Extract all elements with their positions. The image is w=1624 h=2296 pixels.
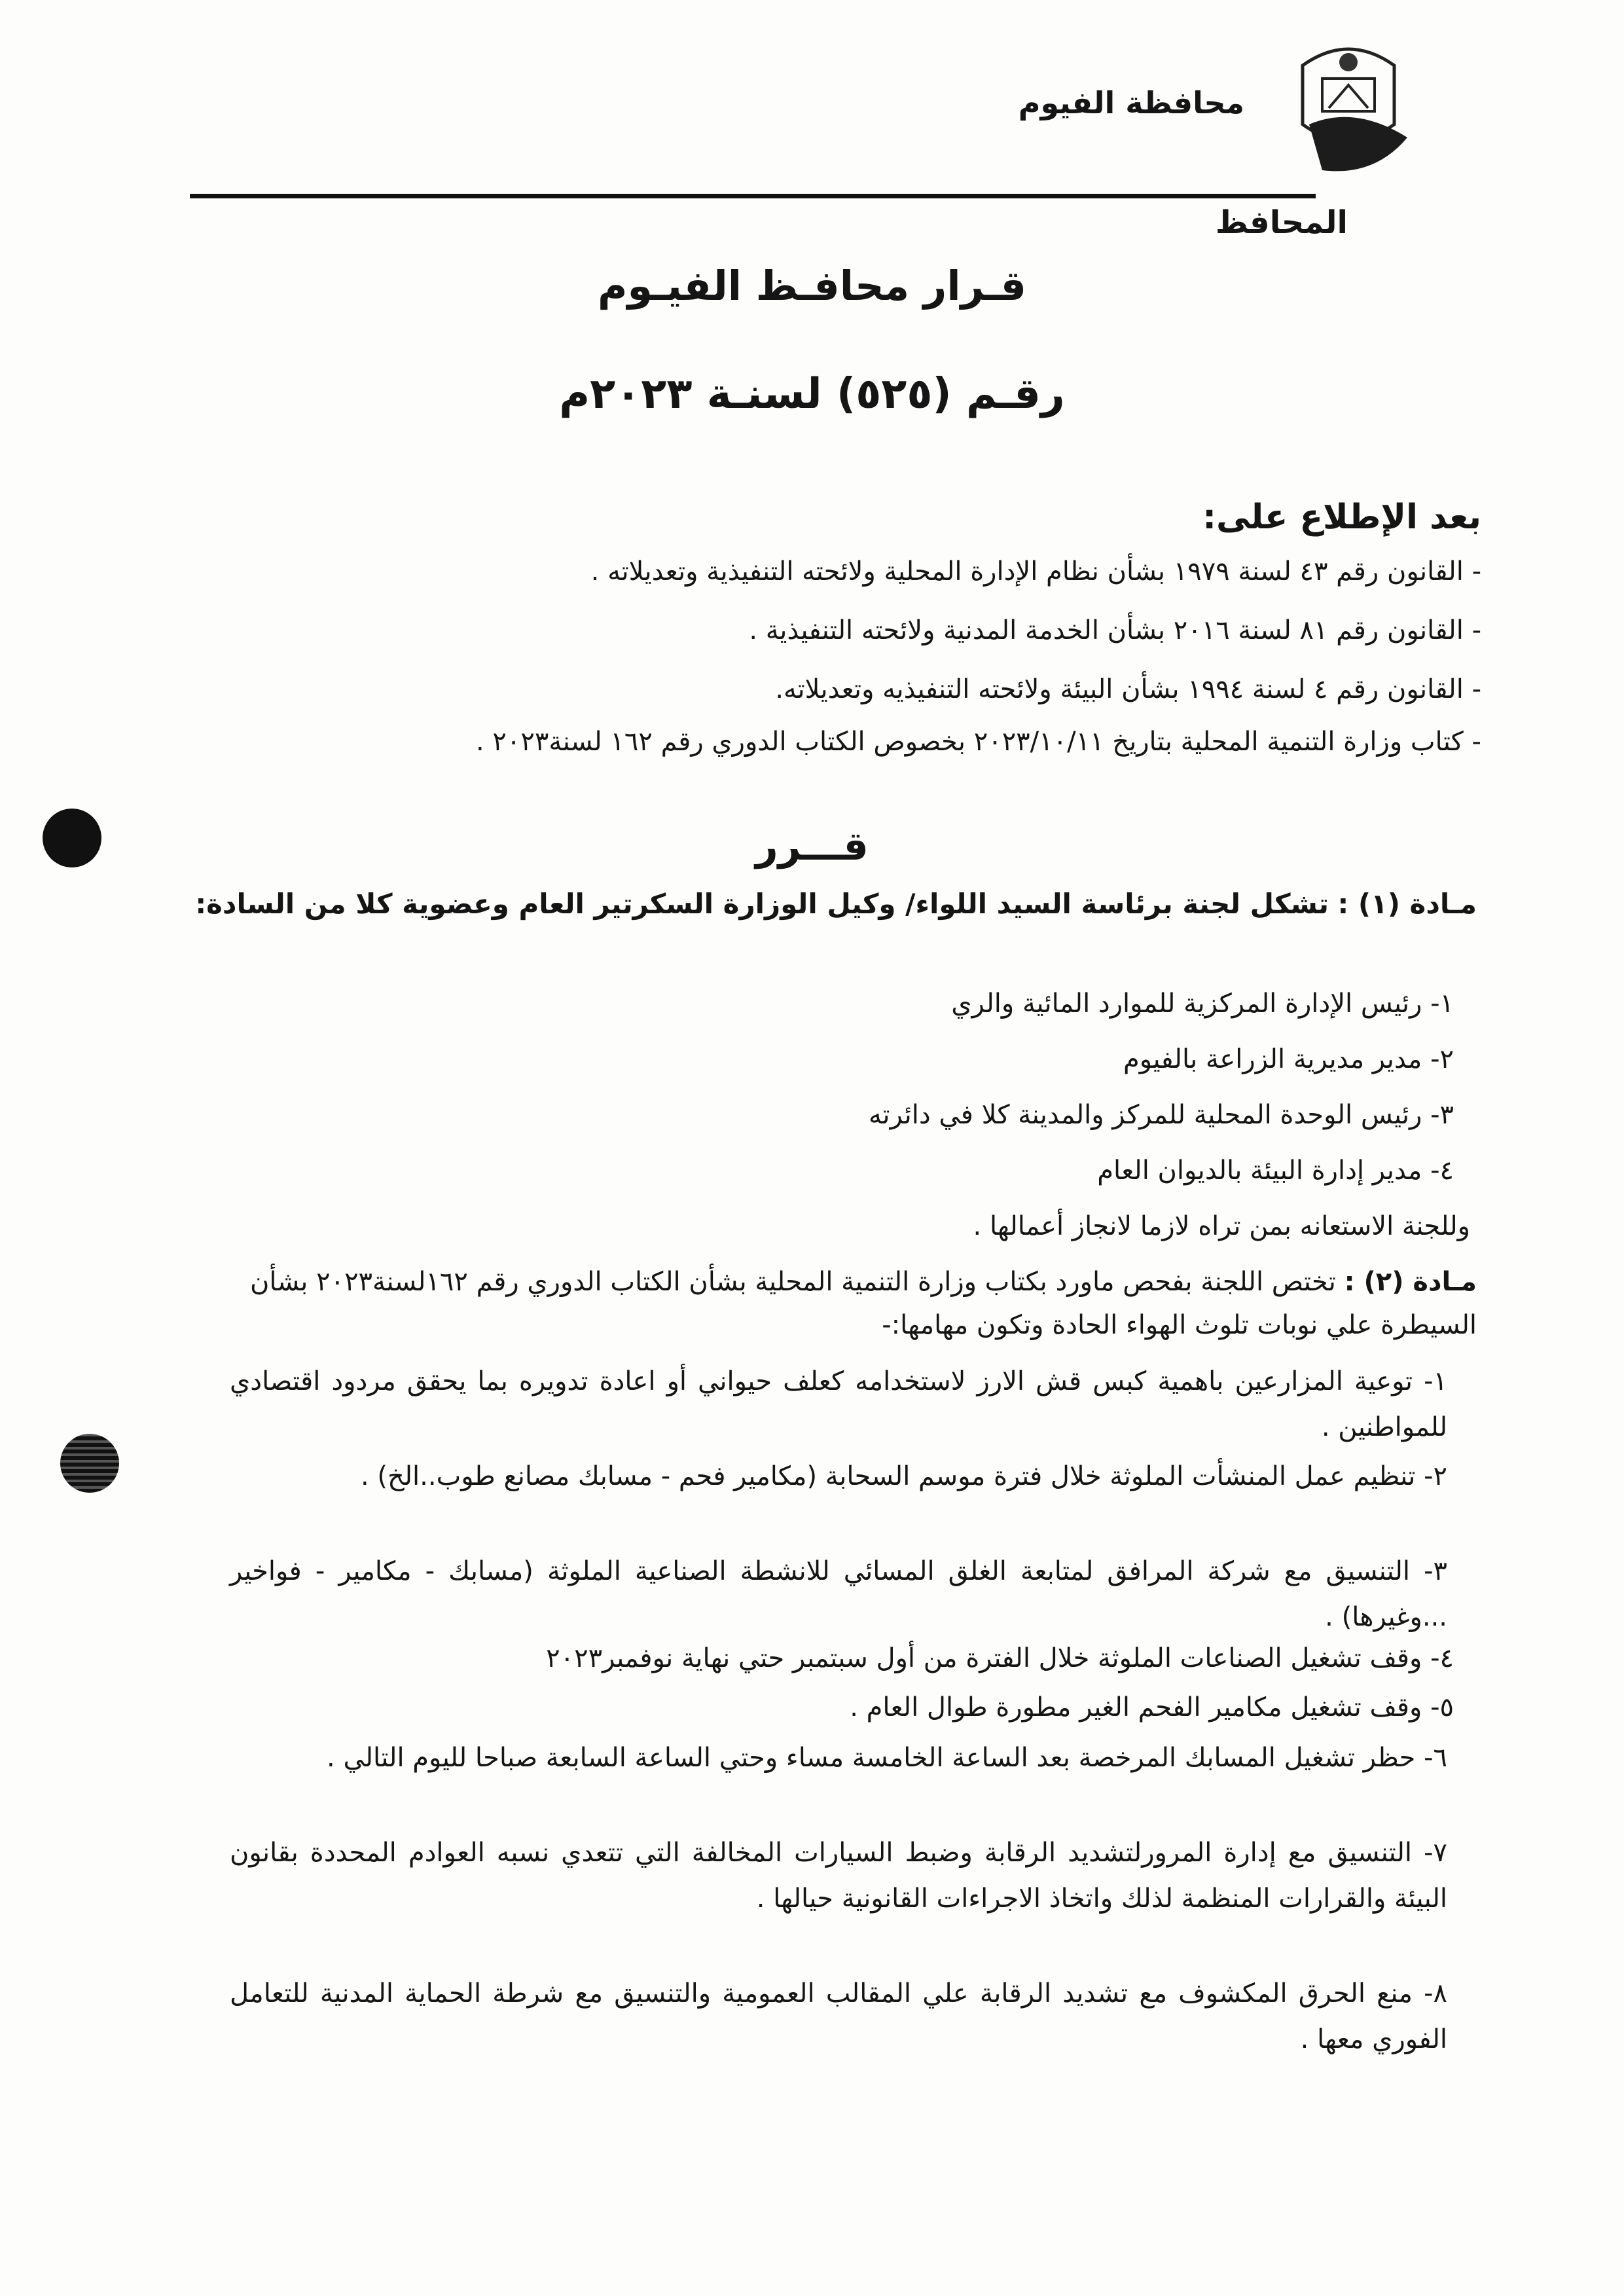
- task-item: ٦- حظر تشغيل المسابك المرخصة بعد الساعة الخامسة مساء وحتي الساعة السابعة صباحا لليوم التالي .: [327, 1743, 1447, 1773]
- governorate-logo: [1283, 26, 1414, 183]
- punch-hole: [60, 1434, 119, 1493]
- reference-item: - القانون رقم ٤ لسنة ١٩٩٤ بشأن البيئة ولائحته التنفيذيه وتعديلاته.: [775, 674, 1481, 704]
- task-item: ٥- وقف تشغيل مكامير الفحم الغير مطورة طوال العام .: [850, 1692, 1454, 1722]
- member-item: ٣- رئيس الوحدة المحلية للمركز والمدينة كلا في دائرته: [868, 1100, 1454, 1130]
- member-item: ٢- مدير مديرية الزراعة بالفيوم: [1123, 1044, 1454, 1074]
- article-1: [161, 881, 1477, 928]
- reference-item: - كتاب وزارة التنمية المحلية بتاريخ ٢٠٢٣/١٠/١١ بخصوص الكتاب الدوري رقم ١٦٢ لسنة٢٠٢٣ .: [475, 727, 1481, 757]
- article-2: [161, 1260, 1477, 1347]
- task-item: ١- توعية المزارعين باهمية كبس قش الارز لاستخدامه كعلف حيواني أو اعادة تدويره بما يحقق مردود اقتصادي للمواطنين .: [230, 1366, 1447, 1442]
- task-item: ٣- التنسيق مع شركة المرافق لمتابعة الغلق المسائي للانشطة الصناعية الملوثة (مسابك - مكامير - فواخير ...وغيرها) .: [230, 1556, 1447, 1632]
- article-2-text: تختص اللجنة بفحص ماورد بكتاب وزارة التنمية المحلية بشأن الكتاب الدوري رقم ١٦٢لسنة٢٠٢٣ بشأن السيطرة علي نوبات تلوث الهواء الحادة وتكون مهامها:-: [250, 1267, 1477, 1340]
- decided-heading: قـــرر: [755, 824, 869, 869]
- header-rule: [190, 194, 1316, 198]
- decree-number: رقـم (٥٢٥) لسنـة ٢٠٢٣م: [559, 370, 1065, 418]
- article-1-label: مـادة (١) :: [1337, 888, 1477, 920]
- decree-title: قـرار محافـظ الفيـوم: [598, 262, 1026, 310]
- article-2-label: مـادة (٢) :: [1344, 1267, 1477, 1297]
- task-item: ٤- وقف تشغيل الصناعات الملوثة خلال الفترة من أول سبتمبر حتي نهاية نوفمبر٢٠٢٣: [546, 1643, 1454, 1673]
- article-1-note: وللجنة الاستعانه بمن تراه لازما لانجاز أعمالها .: [973, 1211, 1470, 1241]
- task-item: ٢- تنظيم عمل المنشأت الملوثة خلال فترة موسم السحابة (مكامير فحم - مسابك مصانع طوب..الخ) .: [361, 1461, 1447, 1491]
- article-1-text: تشكل لجنة برئاسة السيد اللواء/ وكيل الوزارة السكرتير العام وعضوية كلا من السادة:: [195, 888, 1329, 920]
- member-item: ٤- مدير إدارة البيئة بالديوان العام: [1097, 1156, 1454, 1186]
- reference-item: - القانون رقم ٤٣ لسنة ١٩٧٩ بشأن نظام الإدارة المحلية ولائحته التنفيذية وتعديلاته .: [590, 556, 1481, 587]
- task-item: ٧- التنسيق مع إدارة المرورلتشديد الرقابة وضبط السيارات المخالفة التي تتعدي نسبه العوادم المحددة بقانون البيئة والقرارات المنظمة لذلك واتخاذ الاجراءات القانونية حيالها .: [230, 1838, 1447, 1914]
- governorate-name: محافظة الفيوم: [1018, 85, 1244, 120]
- reference-item: - القانون رقم ٨١ لسنة ٢٠١٦ بشأن الخدمة المدنية ولائحته التنفيذية .: [749, 615, 1481, 646]
- preamble-heading: بعد الإطلاع على:: [1202, 498, 1481, 537]
- member-item: ١- رئيس الإدارة المركزية للموارد المائية والري: [951, 989, 1454, 1019]
- task-item: ٨- منع الحرق المكشوف مع تشديد الرقابة علي المقالب العمومية والتنسيق مع شرطة الحماية المدنية للتعامل الفوري معها .: [230, 1978, 1447, 2054]
- office-title: المحافظ: [1215, 204, 1348, 241]
